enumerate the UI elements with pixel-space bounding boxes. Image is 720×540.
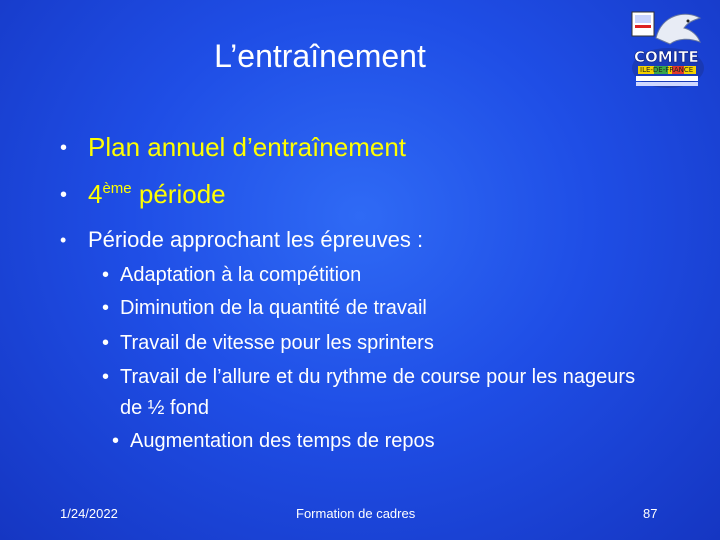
bullet-periode (60, 178, 226, 211)
bullet-dot: • (60, 184, 68, 206)
sub-bullet-text: Travail de vitesse pour les sprinters (120, 332, 434, 354)
bullet-dot: • (60, 230, 67, 250)
bullet-dot: • (102, 366, 110, 388)
sub-bullet-repos (112, 426, 435, 457)
sub-bullet-text: Diminution de la quantité de travail (120, 297, 427, 319)
bullet-prefix: 4 (88, 179, 103, 209)
bullet-suffix: période (131, 179, 226, 209)
slide-title: L’entraînement (214, 38, 426, 74)
footer-page-number: 87 (643, 506, 658, 521)
svg-text:ILE-DE-FRANCE: ILE-DE-FRANCE (640, 66, 694, 74)
bullet-dot: • (102, 264, 110, 286)
bullet-dot: • (102, 332, 110, 354)
sub-bullet-text: Travail de l’allure et du rythme de course pour les nageurs de ½ fond (120, 366, 636, 419)
svg-text:COMITE: COMITE (634, 48, 699, 66)
sub-bullet-text: Adaptation à la compétition (120, 264, 362, 286)
footer-date: 1/24/2022 (60, 506, 118, 521)
bullet-dot: • (60, 137, 68, 159)
bullet-dot: • (112, 430, 120, 452)
sub-bullet-text: Augmentation des temps de repos (130, 430, 435, 452)
bullet-dot: • (102, 297, 110, 319)
bullet-text: Période approchant les épreuves : (88, 227, 424, 252)
bullet-plan-annuel (60, 131, 406, 164)
bullet-superscript: ème (102, 180, 132, 197)
sub-bullet (102, 293, 427, 324)
sub-bullet (102, 362, 636, 419)
sub-bullet (102, 260, 362, 291)
footer-title: Formation de cadres (296, 506, 416, 521)
sub-bullet (102, 328, 434, 359)
bullet-text: Plan annuel d’entraînement (88, 132, 407, 162)
dolphin-comite-logo (626, 8, 710, 90)
bullet-periode-approchant (60, 224, 423, 256)
